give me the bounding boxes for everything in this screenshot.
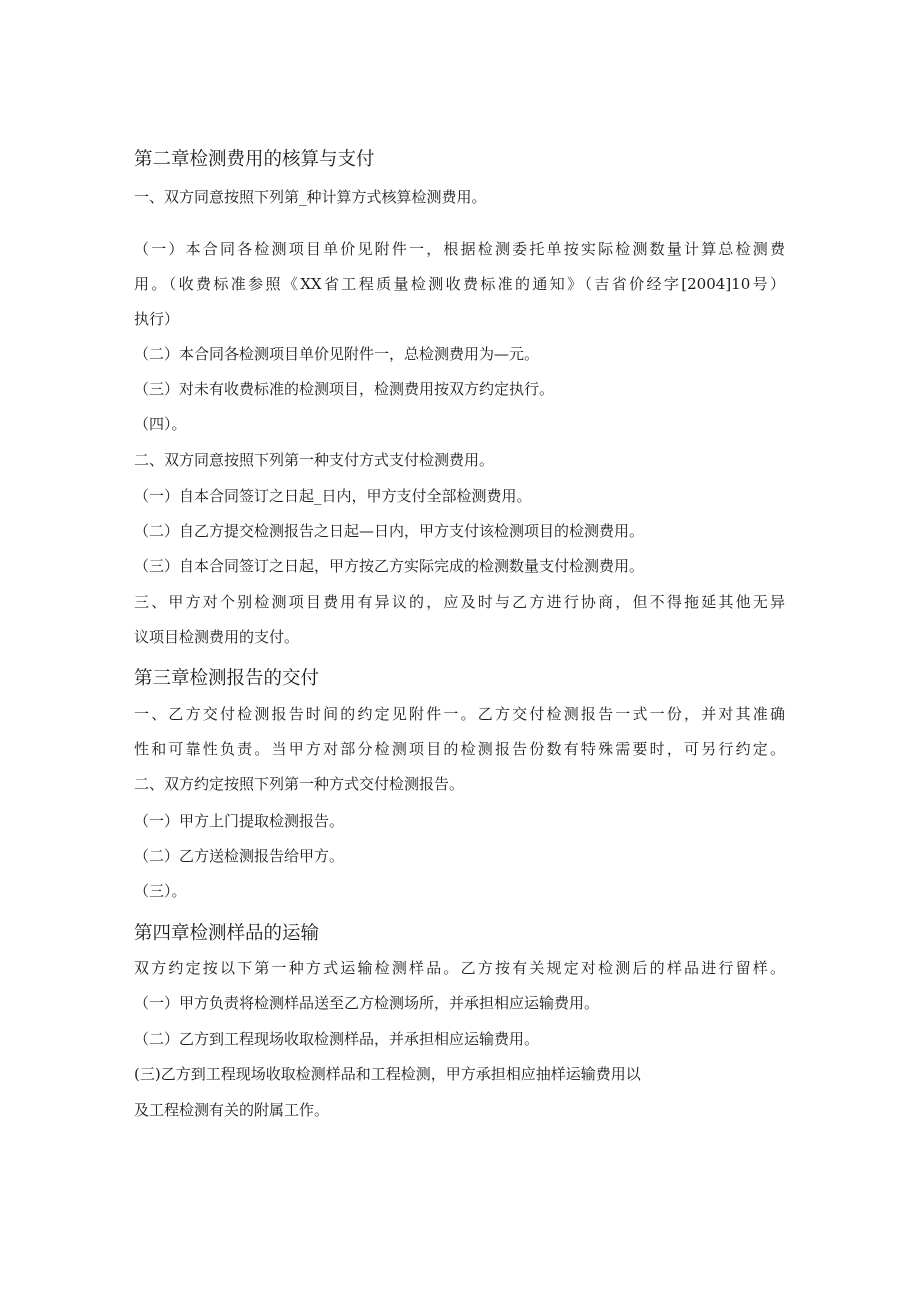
chapter-2-clause-2-item-3: （三）自本合同签订之日起，甲方按乙方实际完成的检测数量支付检测费用。 xyxy=(134,557,645,575)
chapter-2-clause-2: 二、双方同意按照下列第一种支付方式支付检测费用。 xyxy=(134,451,495,469)
chapter-3-clause-2-item-1: （一）甲方上门提取检测报告。 xyxy=(134,812,345,830)
chapter-3-clause-1-line-2: 性和可靠性负责。当甲方对部分检测项目的检测报告份数有特殊需要时，可另行约定。 xyxy=(134,740,785,758)
chapter-3-clause-2-item-2: （二）乙方送检测报告给甲方。 xyxy=(134,847,345,865)
chapter-2-clause-1-item-1-line-1: （一）本合同各检测项目单价见附件一，根据检测委托单按实际检测数量计算总检测费 xyxy=(134,240,785,258)
chapter-3-title: 第三章检测报告的交付 xyxy=(134,668,320,689)
chapter-2-title: 第二章检测费用的核算与支付 xyxy=(134,149,375,170)
chapter-2-clause-2-item-1: （一）自本合同签订之日起_日内，甲方支付全部检测费用。 xyxy=(134,487,532,505)
chapter-4-item-1: （一）甲方负责将检测样品送至乙方检测场所，并承担相应运输费用。 xyxy=(134,994,600,1012)
chapter-2-clause-1-item-1-line-3: 执行） xyxy=(134,310,180,328)
chapter-4-item-3-line-2: 及工程检测有关的附属工作。 xyxy=(134,1101,330,1119)
chapter-2-clause-1: 一、双方同意按照下列第_种计算方式核算检测费用。 xyxy=(134,188,487,206)
chapter-3-clause-2-item-3: （三）。 xyxy=(134,882,187,900)
chapter-3-clause-2: 二、双方约定按照下列第一种方式交付检测报告。 xyxy=(134,775,465,793)
chapter-4-clause: 双方约定按以下第一种方式运输检测样品。乙方按有关规定对检测后的样品进行留样。 xyxy=(134,959,785,977)
chapter-4-title: 第四章检测样品的运输 xyxy=(134,923,320,944)
chapter-4-item-3-line-1: (三)乙方到工程现场收取检测样品和工程检测，甲方承担相应抽样运输费用以 xyxy=(134,1065,641,1083)
chapter-2-clause-3-line-2: 议项目检测费用的支付。 xyxy=(134,628,300,646)
chapter-2-clause-1-item-3: （三）对未有收费标准的检测项目，检测费用按双方约定执行。 xyxy=(134,380,555,398)
chapter-3-clause-1-line-1: 一、乙方交付检测报告时间的约定见附件一。乙方交付检测报告一式一份，并对其准确 xyxy=(134,705,785,723)
chapter-2-clause-3-line-1: 三、甲方对个别检测项目费用有异议的，应及时与乙方进行协商，但不得拖延其他无异 xyxy=(134,593,785,611)
chapter-2-clause-1-item-4: （四）。 xyxy=(134,415,187,433)
chapter-2-clause-1-item-1-line-2: 用。（收费标准参照《XX省工程质量检测收费标准的通知》（吉省价经字[2004]10号） xyxy=(134,275,785,293)
chapter-2-clause-2-item-2: （二）自乙方提交检测报告之日起—日内，甲方支付该检测项目的检测费用。 xyxy=(134,522,645,540)
chapter-2-clause-1-item-2: （二）本合同各检测项目单价见附件一，总检测费用为—元。 xyxy=(134,345,540,363)
chapter-4-item-2: （二）乙方到工程现场收取检测样品，并承担相应运输费用。 xyxy=(134,1030,540,1048)
